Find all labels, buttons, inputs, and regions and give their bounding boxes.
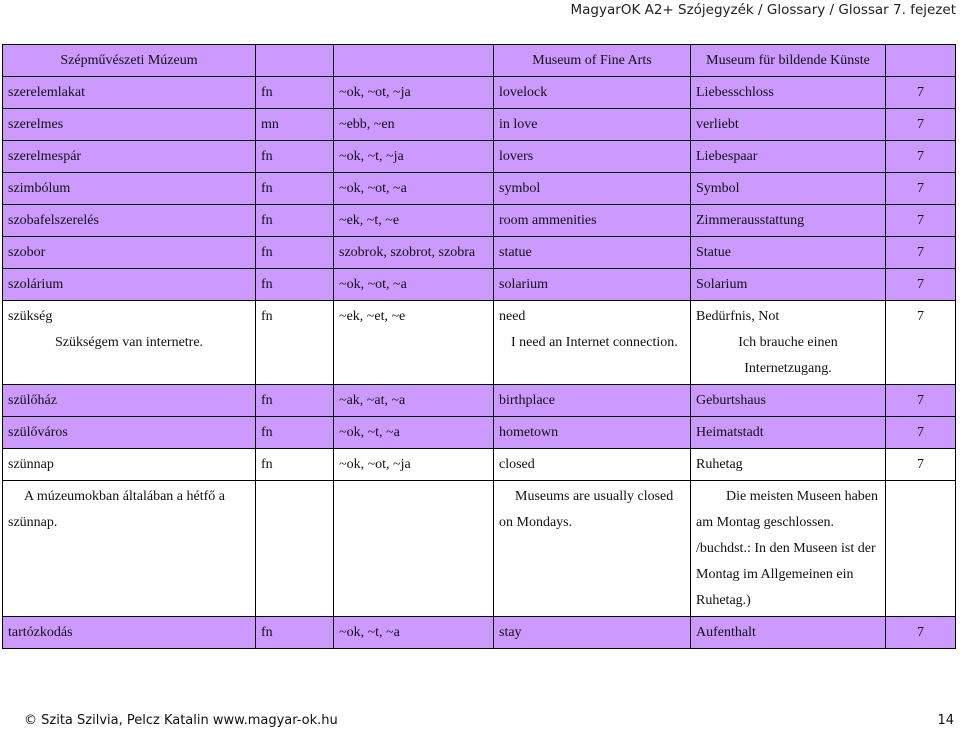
word-type: [256, 45, 334, 77]
english-translation: symbol: [494, 173, 691, 205]
word-forms: ~ek, ~t, ~e: [334, 205, 494, 237]
example-sentence-hu: Szükségem van internetre.: [54, 335, 204, 350]
table-row: [3, 173, 956, 205]
table-row: [3, 449, 956, 481]
german-translation: Zimmerausstattung: [691, 205, 886, 237]
english-translation: lovers: [494, 141, 691, 173]
english-translation: solarium: [494, 269, 691, 301]
hungarian-term: szobafelszerelés: [3, 205, 256, 237]
chapter-number: 7: [886, 617, 956, 649]
chapter-number: 7: [886, 109, 956, 141]
hungarian-term: szobor: [3, 237, 256, 269]
word-forms: ~ak, ~at, ~a: [334, 385, 494, 417]
word-type: fn: [256, 141, 334, 173]
english-translation: in love: [494, 109, 691, 141]
footer-copyright: © Szita Szilvia, Pelcz Katalin www.magyar-ok.hu: [24, 713, 338, 728]
english-translation: birthplace: [494, 385, 691, 417]
word-forms: ~ebb, ~en: [334, 109, 494, 141]
glossary-table: [2, 44, 956, 649]
word-forms: ~ok, ~ot, ~ja: [334, 449, 494, 481]
word-type: [256, 481, 334, 617]
word-forms: ~ok, ~t, ~a: [334, 617, 494, 649]
example-sentence-hu: A múzeumokban általában a hétfő a szünnap.: [3, 481, 256, 617]
word-type: fn: [256, 417, 334, 449]
chapter-number: 7: [886, 77, 956, 109]
german-translation: Solarium: [691, 269, 886, 301]
hungarian-cell: [3, 301, 256, 385]
word-forms: [334, 481, 494, 617]
chapter-number: [886, 481, 956, 617]
german-translation: Symbol: [691, 173, 886, 205]
hungarian-term: szerelmes: [3, 109, 256, 141]
word-forms: ~ok, ~ot, ~ja: [334, 77, 494, 109]
word-type: fn: [256, 301, 334, 385]
word-type: fn: [256, 77, 334, 109]
hungarian-term: tartózkodás: [3, 617, 256, 649]
word-type: fn: [256, 617, 334, 649]
english-translation: lovelock: [494, 77, 691, 109]
hungarian-term: szolárium: [3, 269, 256, 301]
hungarian-term: Szépművészeti Múzeum: [3, 45, 256, 77]
table-row: [3, 109, 956, 141]
chapter-number: 7: [886, 301, 956, 385]
hungarian-term: szerelemlakat: [3, 77, 256, 109]
table-row: [3, 301, 956, 385]
example-sentence-de: Ich brauche einen Internetzugang.: [738, 335, 838, 376]
chapter-number: 7: [886, 205, 956, 237]
table-row: [3, 205, 956, 237]
word-type: fn: [256, 269, 334, 301]
chapter-number: 7: [886, 385, 956, 417]
hungarian-term: szülőház: [3, 385, 256, 417]
chapter-number: 7: [886, 269, 956, 301]
german-translation: Liebesschloss: [691, 77, 886, 109]
table-row: [3, 617, 956, 649]
hungarian-term: szükség: [8, 309, 53, 324]
table-row: [3, 417, 956, 449]
german-translation: Ruhetag: [691, 449, 886, 481]
english-translation: Museum of Fine Arts: [494, 45, 691, 77]
word-forms: [334, 45, 494, 77]
german-cell: [691, 301, 886, 385]
table-row: [3, 237, 956, 269]
english-translation: closed: [494, 449, 691, 481]
chapter-number: 7: [886, 417, 956, 449]
table-row: [3, 77, 956, 109]
german-translation: verliebt: [691, 109, 886, 141]
german-translation: Aufenthalt: [691, 617, 886, 649]
english-translation: hometown: [494, 417, 691, 449]
example-sentence-de: Die meisten Museen haben am Montag geschlossen. /buchdst.: In den Museen ist der Montag im Allgemeinen ein Ruhetag.): [691, 481, 886, 617]
example-sentence-en: Museums are usually closed on Mondays.: [494, 481, 691, 617]
german-translation: Geburtshaus: [691, 385, 886, 417]
german-translation: Museum für bildende Künste: [691, 45, 886, 77]
word-forms: ~ok, ~ot, ~a: [334, 173, 494, 205]
word-type: mn: [256, 109, 334, 141]
english-translation: statue: [494, 237, 691, 269]
chapter-number: 7: [886, 141, 956, 173]
word-forms: ~ok, ~t, ~a: [334, 417, 494, 449]
hungarian-term: szünnap: [3, 449, 256, 481]
chapter-number: 7: [886, 173, 956, 205]
example-sentence-en: I need an Internet connection.: [511, 335, 678, 350]
hungarian-term: szülőváros: [3, 417, 256, 449]
word-type: fn: [256, 237, 334, 269]
german-translation: Statue: [691, 237, 886, 269]
chapter-number: 7: [886, 449, 956, 481]
german-translation: Liebespaar: [691, 141, 886, 173]
table-row: [3, 481, 956, 617]
hungarian-term: szerelmespár: [3, 141, 256, 173]
table-row: [3, 269, 956, 301]
word-forms: szobrok, szobrot, szobra: [334, 237, 494, 269]
word-type: fn: [256, 449, 334, 481]
hungarian-term: szimbólum: [3, 173, 256, 205]
word-forms: ~ok, ~t, ~ja: [334, 141, 494, 173]
english-cell: [494, 301, 691, 385]
german-translation: Heimatstadt: [691, 417, 886, 449]
word-type: fn: [256, 385, 334, 417]
german-translation: Bedürfnis, Not: [696, 309, 780, 324]
chapter-number: 7: [886, 237, 956, 269]
page-header-title: MagyarOK A2+ Szójegyzék / Glossary / Glossar 7. fejezet: [570, 2, 956, 18]
page-number: 14: [937, 713, 954, 728]
english-translation: room ammenities: [494, 205, 691, 237]
word-type: fn: [256, 205, 334, 237]
word-type: fn: [256, 173, 334, 205]
english-translation: stay: [494, 617, 691, 649]
word-forms: ~ok, ~ot, ~a: [334, 269, 494, 301]
table-row: [3, 45, 956, 77]
table-row: [3, 385, 956, 417]
table-row: [3, 141, 956, 173]
chapter-number: [886, 45, 956, 77]
english-translation: need: [499, 309, 526, 324]
word-forms: ~ek, ~et, ~e: [334, 301, 494, 385]
